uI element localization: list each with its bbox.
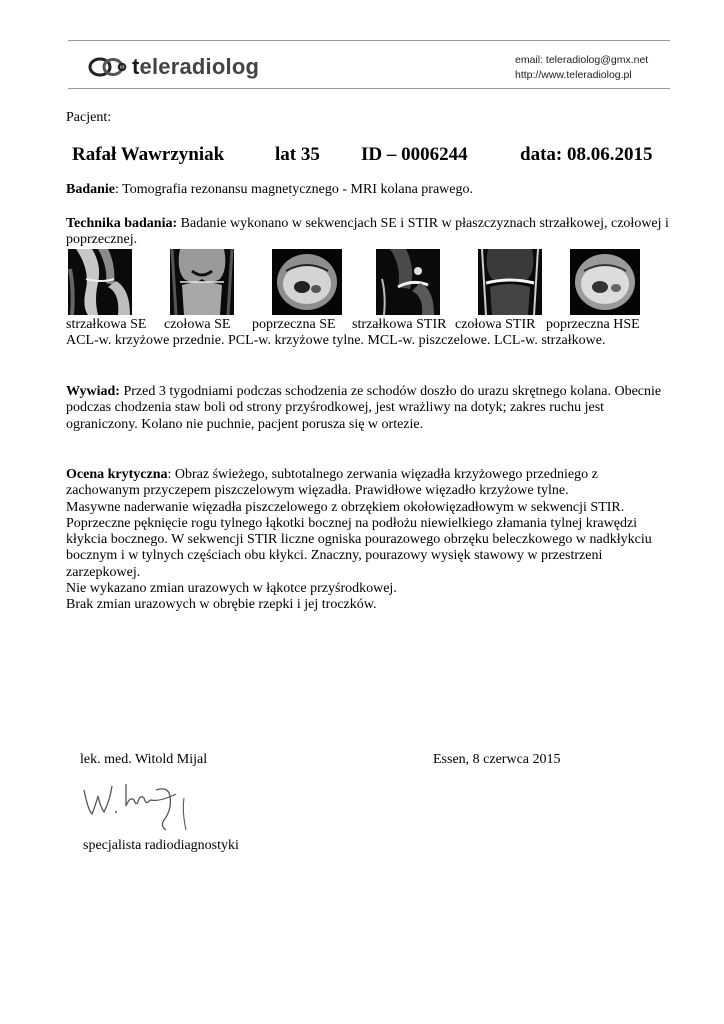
technique-text: Badanie wykonano w sekwencjach SE i STIR w płaszczyznach strzałkowej, czołowej i poprzecznej. (66, 216, 669, 248)
assessment-paragraph (66, 467, 666, 614)
exam-text: : Tomografia rezonansu magnetycznego - MRI kolana prawego. (115, 182, 473, 197)
patient-age: lat 35 (275, 144, 320, 165)
caption-coronal-stir: czołowa STIR (455, 317, 536, 332)
assessment-label: Ocena krytyczna (66, 467, 168, 482)
knee-coronal-stir-image (478, 249, 542, 315)
patient-id: ID – 0006244 (361, 144, 468, 165)
caption-sagittal-se: strzałkowa SE (66, 317, 147, 332)
history-text: Przed 3 tygodniami podczas schodzenia ze schodów doszło do urazu skrętnego kolana. Obecnie podczas chodzenia staw boli od strony przyśrodkowej, jest wrażliwy na dotyk; zakres ruchu jest ograniczony. Kolano nie puchnie, pacjent porusza się w ortezie. (66, 384, 662, 432)
technique-label: Technika badania: (66, 216, 178, 231)
assessment-intro-text: : Obraz świeżego, subtotalnego zerwania więzadła krzyżowego przedniego z zachowanym przyczepem piszczelowym więzadła. Prawidłowe więzadło krzyżowe tylne. (66, 467, 598, 499)
patient-label: Pacjent: (66, 110, 112, 125)
scan-captions (66, 317, 640, 333)
doctor-specialty: specjalista radiodiagnostyki (83, 838, 239, 853)
logo-text-t: t (132, 54, 140, 79)
exam-line (66, 182, 473, 198)
caption-coronal-se: czołowa SE (164, 317, 231, 332)
header-top-rule (68, 40, 670, 41)
header-bottom-rule (68, 88, 670, 89)
caption-sagittal-stir: strzałkowa STIR (352, 317, 447, 332)
teleradiolog-logo (88, 54, 259, 80)
exam-label: Badanie (66, 182, 116, 197)
knee-axial-se-image (272, 249, 342, 315)
assessment-intro (66, 467, 666, 500)
handwritten-signature (80, 776, 190, 832)
assessment-line-1: Masywne naderwanie więzadła piszczelowego z obrzękiem okołowięzadłowym w sekwencji STIR. (66, 499, 625, 515)
knee-axial-hse-image (570, 249, 640, 315)
caption-axial-hse: poprzeczna HSE (546, 317, 640, 332)
place-and-date: Essen, 8 czerwca 2015 (433, 752, 561, 767)
history-paragraph (66, 384, 676, 433)
technique-paragraph (66, 216, 676, 249)
header-website: http://www.teleradiolog.pl (515, 69, 632, 81)
doctor-name: lek. med. Witold Mijal (80, 752, 208, 767)
logo-text-rest: eleradiolog (139, 54, 260, 79)
header-email: email: teleradiolog@gmx.net (515, 54, 649, 66)
logo-swirl-icon (88, 56, 128, 78)
knee-sagittal-stir-image (376, 249, 440, 315)
header-contact (515, 53, 648, 83)
assessment-line-4: Brak zmian urazowych w obrębie rzepki i jej troczków. (66, 597, 377, 613)
exam-date: data: 08.06.2015 (520, 144, 653, 165)
knee-coronal-se-image (170, 249, 234, 315)
assessment-line-2: Poprzeczne pęknięcie rogu tylnego łąkotki bocznej na podłożu niewielkiego złamania tylnej krawędzi kłykcia bocznego. W sekwencji STIR liczne ogniska pourazowego obrzęku beleczkowego w nadkłykciu bocznym i w tylnych częściach obu kłykci. Znaczny, pourazowy wysięk stawowy w przestrzeni zarzepkowej. (66, 515, 652, 580)
history-label: Wywiad: (66, 384, 120, 399)
patient-name: Rafał Wawrzyniak (72, 144, 225, 165)
knee-sagittal-se-image (68, 249, 132, 315)
caption-axial-se: poprzeczna SE (252, 317, 336, 332)
abbreviations-line: ACL-w. krzyżowe przednie. PCL-w. krzyżowe tylne. MCL-w. piszczelowe. LCL-w. strzałkowe. (66, 333, 606, 348)
assessment-line-3: Nie wykazano zmian urazowych w łąkotce przyśrodkowej. (66, 581, 397, 597)
